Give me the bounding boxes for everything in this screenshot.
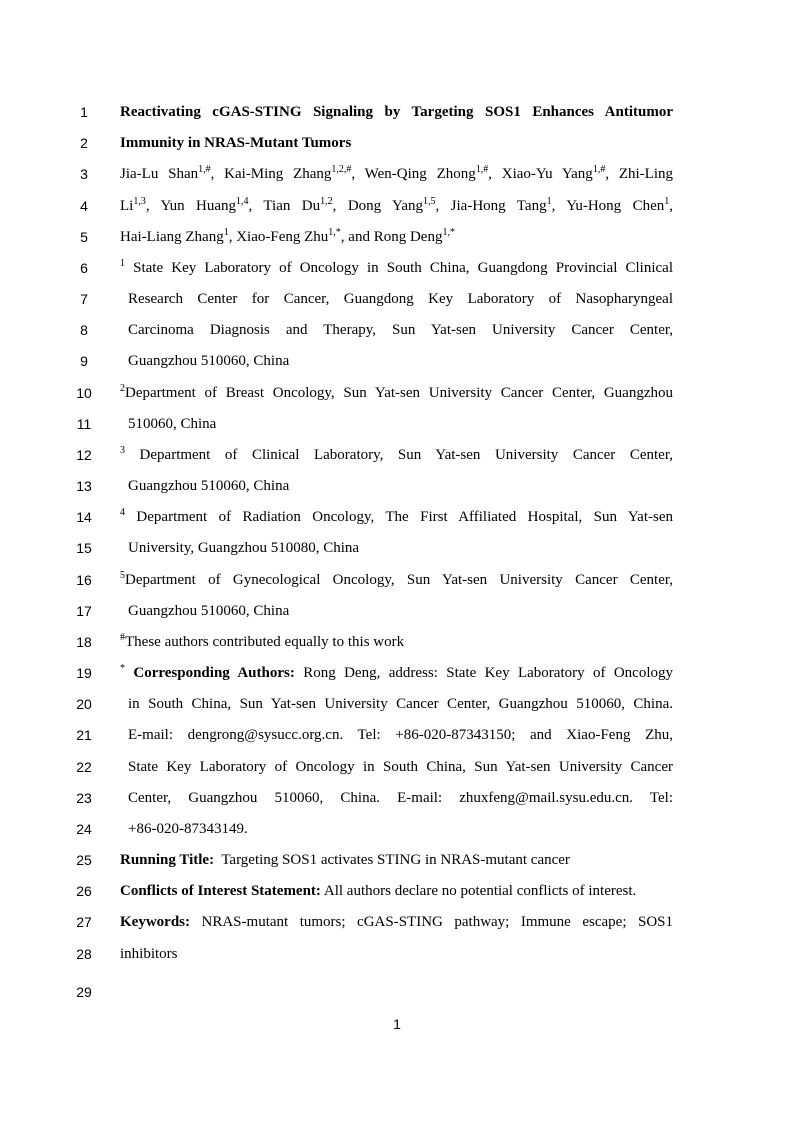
author-sup: 1,2 <box>320 196 333 207</box>
corresponding-authors: * Corresponding Authors: Rong Deng, address: State Key Laboratory of Oncology <box>120 663 674 681</box>
affiliation-sup: 1 <box>120 258 125 269</box>
author-line-2: Li$^{1,3}$, Yun Huang$^{1,4}$, Tian Du$^{1,2}$, Dong Yang$^{1,5}$, Jia-Hong Tang$^1$, Yu-Hong Chen$^1$, <box>120 196 674 214</box>
line-number: 3 <box>80 166 88 182</box>
line-number: 22 <box>76 759 92 775</box>
author-sup: 1,# <box>592 164 606 175</box>
author-sup: 1 <box>223 227 229 238</box>
line-number: 23 <box>76 790 92 806</box>
author-sup: 1,* <box>442 227 455 238</box>
affiliation-sup: 2 <box>120 383 125 394</box>
author-sup: 1,3 <box>133 196 146 207</box>
affiliation-4-line: University, Guangzhou 510080, China <box>128 540 360 556</box>
line-number: 21 <box>76 727 92 743</box>
equal-contribution-note: #These authors contributed equally to this work <box>120 632 405 650</box>
line-number: 25 <box>76 852 92 868</box>
affiliation-1-line: Carcinoma Diagnosis and Therapy, Sun Yat-sen University Cancer Center, <box>128 322 673 338</box>
line-number: 20 <box>76 696 92 712</box>
affiliation-2: $^2$Department of Breast Oncology, Sun Yat-sen University Cancer Center, Guangzhou <box>120 383 673 401</box>
line-number: 10 <box>76 385 92 401</box>
corresponding-line: E-mail: dengrong@sysucc.org.cn. Tel: +86-020-87343150; and Xiao-Feng Zhu, <box>128 727 673 743</box>
line-number: 28 <box>76 946 92 962</box>
paper-title-line1: Reactivating cGAS-STING Signaling by Targeting SOS1 Enhances Antitumor <box>120 104 673 120</box>
affiliation-sup: 5 <box>120 570 125 581</box>
line-number: 6 <box>80 260 88 276</box>
corresponding-line: +86-020-87343149. <box>128 821 248 837</box>
author-name: Kai-Ming Zhang <box>224 166 332 182</box>
line-number: 17 <box>76 603 92 619</box>
corresponding-label: Corresponding Authors: <box>133 665 295 681</box>
affiliation-1: $^1$ State Key Laboratory of Oncology in South China, Guangdong Provincial Clinical <box>120 258 673 276</box>
running-title: Running Title: Targeting SOS1 activates STING in NRAS-mutant cancer <box>120 852 570 868</box>
line-number: 4 <box>80 198 88 214</box>
author-sup: 1 <box>664 196 670 207</box>
affiliation-sup: 4 <box>120 507 125 518</box>
author-name: Jia-Hong Tang <box>450 198 547 214</box>
author-name: Xiao-Feng Zhu <box>236 229 329 245</box>
author-sup: 1,* <box>328 227 341 238</box>
line-number: 9 <box>80 353 88 369</box>
author-name: Tian Du <box>263 198 321 214</box>
line-number: 29 <box>76 984 92 1000</box>
author-name: Li <box>120 198 134 214</box>
author-sup: 1,5 <box>423 196 436 207</box>
line-number: 15 <box>76 540 92 556</box>
author-name: Yun Huang <box>160 198 237 214</box>
line-number: 14 <box>76 509 92 525</box>
author-sup: 1,4 <box>236 196 249 207</box>
author-sup: 1 <box>546 196 552 207</box>
author-name: Xiao-Yu Yang <box>501 166 593 182</box>
line-number: 11 <box>76 416 92 432</box>
affiliation-3: $^3$ Department of Clinical Laboratory, Sun Yat-sen University Cancer Center, <box>120 445 673 463</box>
corresponding-line: State Key Laboratory of Oncology in South China, Sun Yat-sen University Cancer <box>128 759 673 775</box>
author-name: Jia-Lu Shan <box>120 166 199 182</box>
line-number: 19 <box>76 665 92 681</box>
affiliation-5-line: Guangzhou 510060, China <box>128 603 290 619</box>
author-sup: 1,# <box>475 164 489 175</box>
author-name: Dong Yang <box>347 198 423 214</box>
keywords-line: inhibitors <box>120 946 178 962</box>
author-name: Rong Deng <box>373 229 443 245</box>
keywords: Keywords: NRAS-mutant tumors; cGAS-STING pathway; Immune escape; SOS1 <box>120 914 674 930</box>
affiliation-5: $^5$Department of Gynecological Oncology, Sun Yat-sen University Cancer Center, <box>120 570 673 588</box>
affiliation-4: $^4$ Department of Radiation Oncology, The First Affiliated Hospital, Sun Yat-sen <box>120 507 673 525</box>
author-name: Wen-Qing Zhong <box>364 166 476 182</box>
line-number: 24 <box>76 821 92 837</box>
author-line-3: Hai-Liang Zhang$^1$, Xiao-Feng Zhu$^{1,*}$, and Rong Deng$^{1,*}$ <box>120 227 455 245</box>
line-number: 8 <box>80 322 88 338</box>
affiliation-1-line: Guangzhou 510060, China <box>128 353 290 369</box>
line-number: 5 <box>80 229 88 245</box>
line-number: 27 <box>76 914 92 930</box>
conflicts-statement: Conflicts of Interest Statement: All authors declare no potential conflicts of interest. <box>120 883 637 899</box>
affiliation-2-line: 510060, China <box>128 416 217 432</box>
line-number: 7 <box>80 291 88 307</box>
line-number: 16 <box>76 572 92 588</box>
line-number: 12 <box>76 447 92 463</box>
author-name: Hai-Liang Zhang <box>120 229 224 245</box>
line-number: 1 <box>80 104 88 120</box>
corresponding-line: Center, Guangzhou 510060, China. E-mail: zhuxfeng@mail.sysu.edu.cn. Tel: <box>128 790 673 806</box>
author-sup: 1,# <box>198 164 211 175</box>
line-number: 26 <box>76 883 92 899</box>
paper-title-line2: Immunity in NRAS-Mutant Tumors <box>120 135 352 151</box>
author-sup: 1,2,# <box>331 164 352 175</box>
author-name: Zhi-Ling <box>618 166 673 182</box>
affiliation-sup: 3 <box>120 445 125 456</box>
corresponding-line: in South China, Sun Yat-sen University Cancer Center, Guangzhou 510060, China. <box>128 696 673 712</box>
author-line-1: Jia-Lu Shan$^{1,\#}$, Kai-Ming Zhang$^{1,2,\#}$, Wen-Qing Zhong$^{1,\#}$, Xiao-Yu Yang$^{1,\#}$, Zhi-Ling <box>120 164 673 182</box>
affiliation-3-line: Guangzhou 510060, China <box>128 478 290 494</box>
line-number: 13 <box>76 478 92 494</box>
author-name: Yu-Hong Chen <box>566 198 665 214</box>
page-number: 1 <box>393 1016 401 1032</box>
line-number: 2 <box>80 135 88 151</box>
affiliation-1-line: Research Center for Cancer, Guangdong Key Laboratory of Nasopharyngeal <box>128 291 673 307</box>
line-number: 18 <box>76 634 92 650</box>
